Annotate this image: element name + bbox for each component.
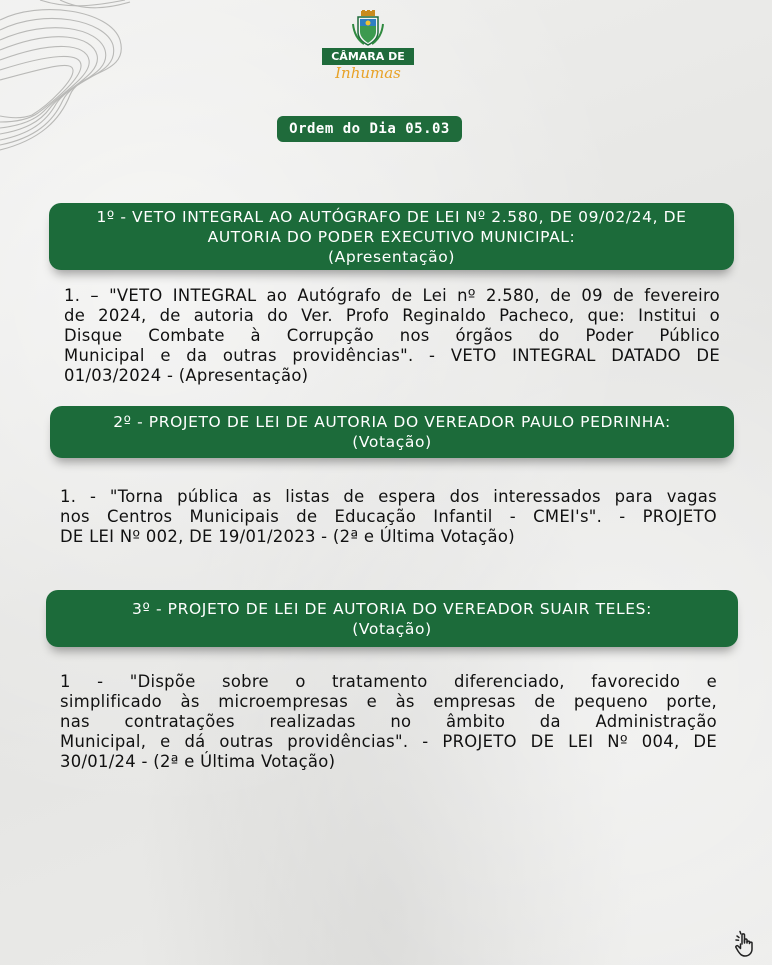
section-1-body-line: Municipal e da outras providências". - VETO INTEGRAL DATADO DE <box>64 346 720 365</box>
logo-title: CÂMARA DE <box>322 48 414 65</box>
section-2-body-line: nos Centros Municipais de Educação Infantil - CMEI's". - PROJETO <box>60 507 717 526</box>
section-1-body-line: 01/03/2024 - (Apresentação) <box>64 366 309 385</box>
section-1-header <box>49 203 734 270</box>
section-1-body <box>64 286 720 386</box>
section-3-body-line: 30/01/24 - (2ª e Última Votação) <box>60 752 336 771</box>
hand-pointer-icon <box>733 930 757 958</box>
section-1-body-line: 1. – "VETO INTEGRAL ao Autógrafo de Lei nº 2.580, de 09 de fevereiro <box>64 286 720 305</box>
section-3-body-line: nas contratações realizadas no âmbito da Administração <box>60 712 717 731</box>
section-2-header <box>50 406 734 458</box>
section-1-header-line: AUTORIA DO PODER EXECUTIVO MUNICIPAL: <box>207 227 576 246</box>
section-2-body <box>60 487 717 547</box>
swirl-lines-decoration <box>0 0 140 160</box>
coat-of-arms-icon <box>352 10 384 46</box>
section-3-header-line: (Votação) <box>352 619 432 638</box>
section-2-body-line: 1. - "Torna pública as listas de espera dos interessados para vagas <box>60 487 717 506</box>
section-1-body-line: de 2024, de autoria do Ver. Profo Reginaldo Pacheco, que: Institui o <box>64 306 720 325</box>
section-1-header-line: 1º - VETO INTEGRAL AO AUTÓGRAFO DE LEI Nº 2.580, DE 09/02/24, DE <box>96 207 687 226</box>
section-3-body <box>60 672 717 772</box>
section-2-body-line: DE LEI Nº 002, DE 19/01/2023 - (2ª e Última Votação) <box>60 527 515 546</box>
section-1-body-line: Disque Combate à Corrupção nos órgãos do Poder Público <box>64 326 720 345</box>
section-2-header-line: (Votação) <box>352 433 432 451</box>
section-3-header <box>46 590 738 647</box>
section-3-body-line: simplificado às microempresas e às empresas de pequeno porte, <box>60 692 717 711</box>
section-1-header-line: (Apresentação) <box>327 247 456 266</box>
section-3-body-line: 1 - "Dispõe sobre o tratamento diferenciado, favorecido e <box>60 672 717 691</box>
logo-city-name: Inhumas <box>335 64 401 82</box>
section-3-header-line: 3º - PROJETO DE LEI DE AUTORIA DO VEREADOR SUAIR TELES: <box>132 599 652 618</box>
section-3-body-line: Municipal, e dá outras providências". - PROJETO DE LEI Nº 004, DE <box>60 732 717 751</box>
section-2-header-line: 2º - PROJETO DE LEI DE AUTORIA DO VEREADOR PAULO PEDRINHA: <box>113 413 671 431</box>
date-badge: Ordem do Dia 05.03 <box>277 116 462 142</box>
camara-logo <box>322 10 414 88</box>
